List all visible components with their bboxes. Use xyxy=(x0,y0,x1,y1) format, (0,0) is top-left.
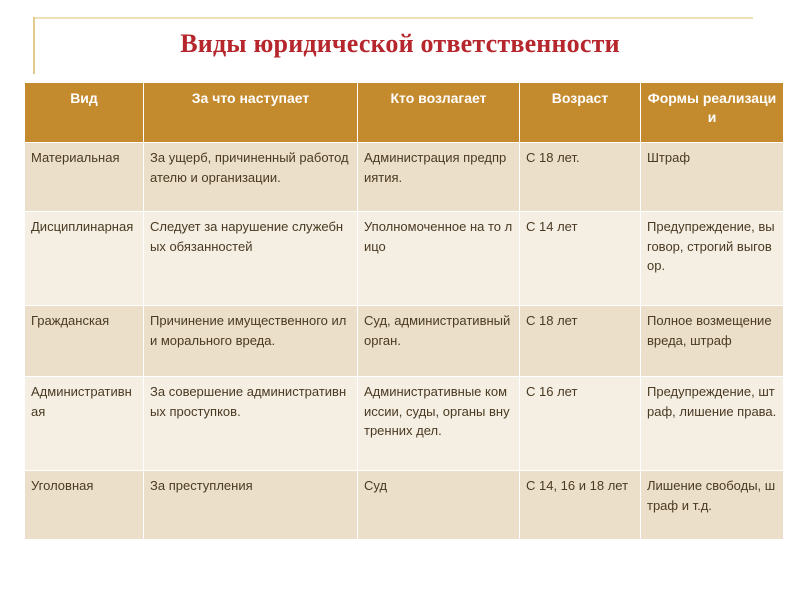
cell-authority: Уполномоченное на то лицо xyxy=(358,212,520,306)
table-row xyxy=(25,471,784,540)
cell-reason: Причинение имущественного или морального вреда. xyxy=(144,306,358,377)
cell-kind: Административная xyxy=(25,377,144,471)
table-row xyxy=(25,212,784,306)
cell-kind: Дисциплинарная xyxy=(25,212,144,306)
cell-age: С 16 лет xyxy=(520,377,641,471)
cell-reason: За преступления xyxy=(144,471,358,540)
cell-reason: За совершение административных проступков. xyxy=(144,377,358,471)
cell-forms: Штраф xyxy=(641,143,784,212)
cell-kind: Гражданская xyxy=(25,306,144,377)
cell-kind: Материальная xyxy=(25,143,144,212)
cell-authority: Административные комиссии, суды, органы внутренних дел. xyxy=(358,377,520,471)
header-cell-kind: Вид xyxy=(25,83,144,143)
cell-authority: Суд xyxy=(358,471,520,540)
header-cell-age: Возраст xyxy=(520,83,641,143)
header-cell-reason: За что наступает xyxy=(144,83,358,143)
header-cell-authority: Кто возлагает xyxy=(358,83,520,143)
table-row xyxy=(25,143,784,212)
cell-reason: Следует за нарушение служебных обязанностей xyxy=(144,212,358,306)
table-row xyxy=(25,377,784,471)
cell-kind: Уголовная xyxy=(25,471,144,540)
table-row xyxy=(25,306,784,377)
frame-top-line xyxy=(33,17,753,19)
cell-forms: Предупреждение, штраф, лишение права. xyxy=(641,377,784,471)
responsibility-table xyxy=(24,82,784,540)
cell-age: С 18 лет. xyxy=(520,143,641,212)
header-cell-forms: Формы реализации xyxy=(641,83,784,143)
page-title: Виды юридической ответственности xyxy=(180,29,620,58)
cell-authority: Администрация предприятия. xyxy=(358,143,520,212)
cell-authority: Суд, административный орган. xyxy=(358,306,520,377)
cell-age: С 18 лет xyxy=(520,306,641,377)
cell-forms: Лишение свободы, штраф и т.д. xyxy=(641,471,784,540)
cell-forms: Полное возмещение вреда, штраф xyxy=(641,306,784,377)
header-row xyxy=(25,83,784,143)
cell-reason: За ущерб, причиненный работодателю и организации. xyxy=(144,143,358,212)
cell-age: С 14 лет xyxy=(520,212,641,306)
cell-age: С 14, 16 и 18 лет xyxy=(520,471,641,540)
cell-forms: Предупреждение, выговор, строгий выговор. xyxy=(641,212,784,306)
